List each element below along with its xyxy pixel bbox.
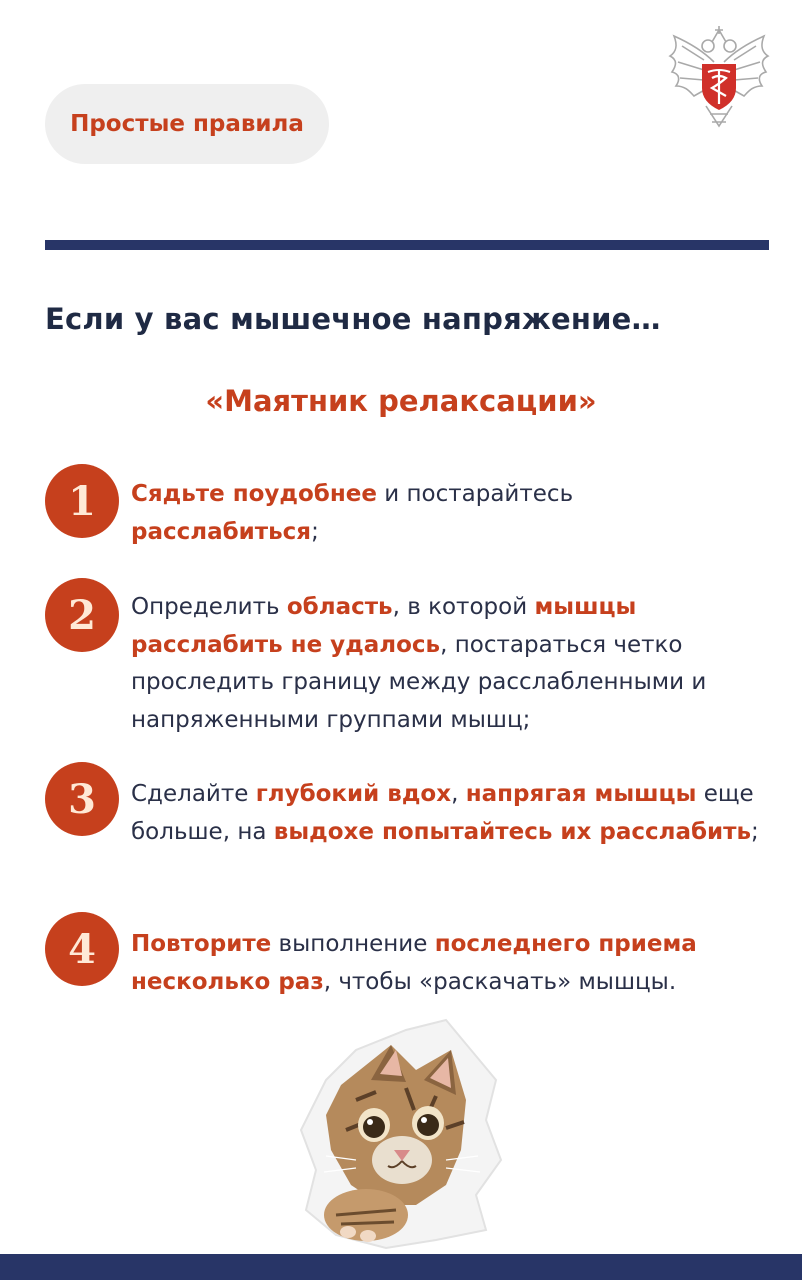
category-badge-label: Простые правила <box>70 111 304 137</box>
step-text-part: Повторите <box>131 931 272 957</box>
step-number-badge: 2 <box>45 578 119 652</box>
step-text-part: напрягая мышцы <box>465 781 697 807</box>
cat-illustration <box>296 1010 506 1250</box>
step-text-part: Сделайте <box>131 781 256 807</box>
step-text-part: глубокий вдох <box>255 781 452 807</box>
top-divider <box>45 240 769 250</box>
step-text-part: область <box>286 594 393 620</box>
step-text-part: , в которой <box>392 594 535 620</box>
step-text <box>131 926 771 1001</box>
step-number-badge: 3 <box>45 762 119 836</box>
step-text <box>131 589 771 739</box>
step-text-part: еще больше, на <box>131 781 754 845</box>
step-text-part: Определить <box>131 594 287 620</box>
step-text-part: ; <box>311 518 319 545</box>
step-text <box>131 776 771 851</box>
step-text-part: и постарайтесь <box>376 481 574 507</box>
category-badge <box>45 84 329 164</box>
step-text-part: выдохе попытайтесь их расслабить <box>273 818 752 845</box>
step-number-badge: 1 <box>45 464 119 538</box>
step-number-badge: 4 <box>45 912 119 986</box>
step-text-part: , постараться четко проследить границу между расслабленными и напряженными группами мышц; <box>131 631 707 733</box>
step-text-part: мышцы расслабить не удалось <box>131 594 637 658</box>
footer-bar <box>0 1254 802 1280</box>
step-text-part: , <box>451 781 466 807</box>
ministry-emblem-icon <box>664 22 774 134</box>
step-text <box>131 476 771 551</box>
step-text-part: Сядьте поудобнее <box>131 481 377 507</box>
page-title: Если у вас мышечное напряжение… <box>45 302 661 336</box>
technique-title: «Маятник релаксации» <box>205 384 597 418</box>
step-text-part: последнего приема несколько раз <box>131 931 697 995</box>
step-text-part: ; <box>751 818 759 845</box>
step-text-part: , чтобы «раскачать» мышцы. <box>323 968 677 995</box>
step-text-part: расслабиться <box>131 518 312 545</box>
step-text-part: выполнение <box>271 931 435 957</box>
